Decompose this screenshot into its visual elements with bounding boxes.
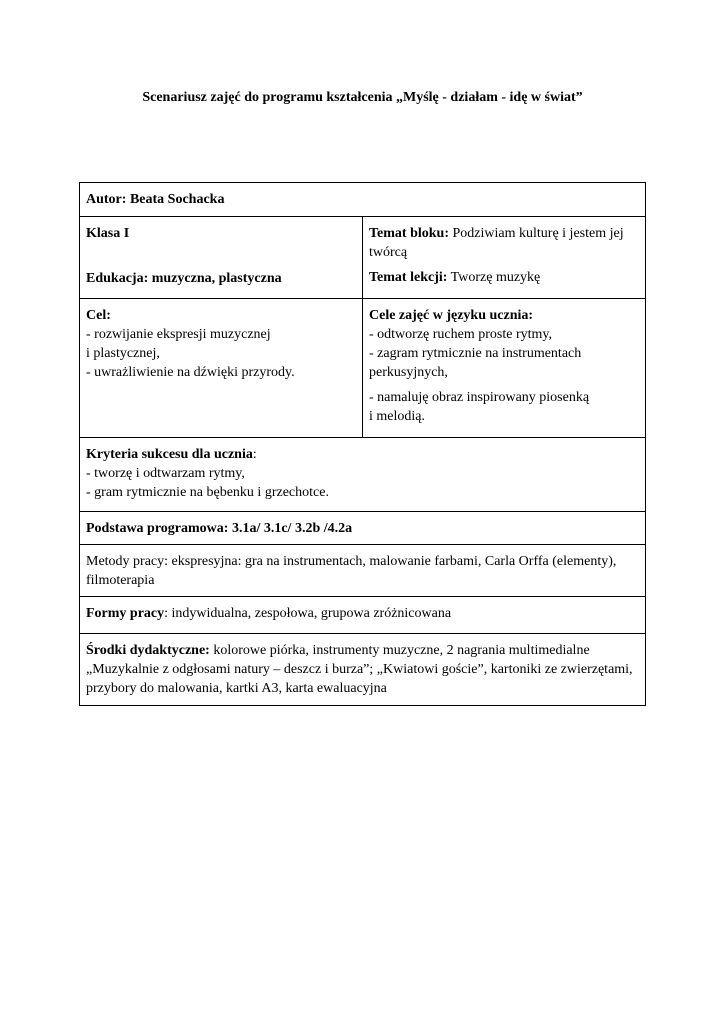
- success-criteria-heading: [86, 445, 639, 464]
- topic-cell: [363, 217, 646, 299]
- class-cell: [80, 217, 363, 299]
- student-goals-label: Cele zajęć w języku ucznia:: [369, 308, 534, 323]
- student-goal-line: - odtworzę ruchem proste rytmy,: [369, 327, 552, 342]
- block-topic: [369, 224, 639, 262]
- success-criteria-label: Kryteria sukcesu dla ucznia: [86, 447, 253, 462]
- author-row: [80, 183, 646, 217]
- class-topic-row: [80, 217, 646, 299]
- resources-cell: [80, 634, 646, 706]
- student-goal-line: - zagram rytmicznie na instrumentach perkusyjnych,: [369, 346, 582, 380]
- success-criteria-cell: [80, 438, 646, 512]
- curriculum-text: Podstawa programowa: 3.1a/ 3.1c/ 3.2b /4.2a: [86, 521, 353, 536]
- lesson-scenario-table: [79, 182, 646, 706]
- document-title: Scenariusz zajęć do programu kształcenia „Myślę - działam - idę w świat”: [142, 90, 583, 105]
- success-criteria-line: - gram rytmicznie na bębenku i grzechotce.: [86, 485, 329, 500]
- goal-line: - rozwijanie ekspresji muzycznej: [86, 327, 271, 342]
- methods-row: [80, 545, 646, 597]
- lesson-topic-value: Tworzę muzykę: [450, 270, 541, 285]
- methods-text: Metody pracy: ekspresyjna: gra na instrumentach, malowanie farbami, Carla Orffa (elementy), filmoterapia: [86, 554, 617, 588]
- curriculum-row: [80, 512, 646, 545]
- success-criteria-line: - tworzę i odtwarzam rytmy,: [86, 466, 245, 481]
- resources-value: kolorowe piórka, instrumenty muzyczne, 2 nagrania multimedialne „Muzykalnie z odgłosami natury – deszcz i burza”; „Kwiatowi goście”, kartoniki ze zwierzętami, przybory do malowania, kartki A3, karta ewaluacyjna: [86, 643, 633, 696]
- methods-cell: [80, 545, 646, 597]
- goal-cell: [80, 299, 363, 438]
- education-area: Edukacja: muzyczna, plastyczna: [86, 271, 282, 286]
- author-name: Beata Sochacka: [129, 192, 225, 207]
- student-goals-cell: [363, 299, 646, 438]
- forms-row: [80, 597, 646, 634]
- success-criteria-colon: :: [252, 447, 257, 462]
- block-topic-label: Temat bloku:: [369, 226, 450, 241]
- student-goal-line: i melodią.: [369, 409, 425, 424]
- class-level: Klasa I: [86, 226, 130, 241]
- goal-line: i plastycznej,: [86, 346, 160, 361]
- block-topic-value: Podziwiam kulturę i jestem jej twórcą: [369, 226, 624, 260]
- resources-row: [80, 634, 646, 706]
- author-cell: [80, 183, 646, 217]
- forms-label: Formy pracy: [86, 606, 165, 621]
- goal-label: Cel:: [86, 308, 111, 323]
- success-criteria-row: [80, 438, 646, 512]
- resources-label: Środki dydaktyczne:: [86, 643, 210, 658]
- lesson-topic: [369, 268, 639, 287]
- forms-cell: [80, 597, 646, 634]
- author-label: Autor:: [86, 192, 127, 207]
- forms-value: : indywidualna, zespołowa, grupowa zróżnicowana: [164, 606, 452, 621]
- student-goal-line: - namaluję obraz inspirowany piosenką: [369, 390, 590, 405]
- goals-row: [80, 299, 646, 438]
- lesson-topic-label: Temat lekcji:: [369, 270, 448, 285]
- curriculum-cell: [80, 512, 646, 545]
- goal-line: - uwrażliwienie na dźwięki przyrody.: [86, 365, 295, 380]
